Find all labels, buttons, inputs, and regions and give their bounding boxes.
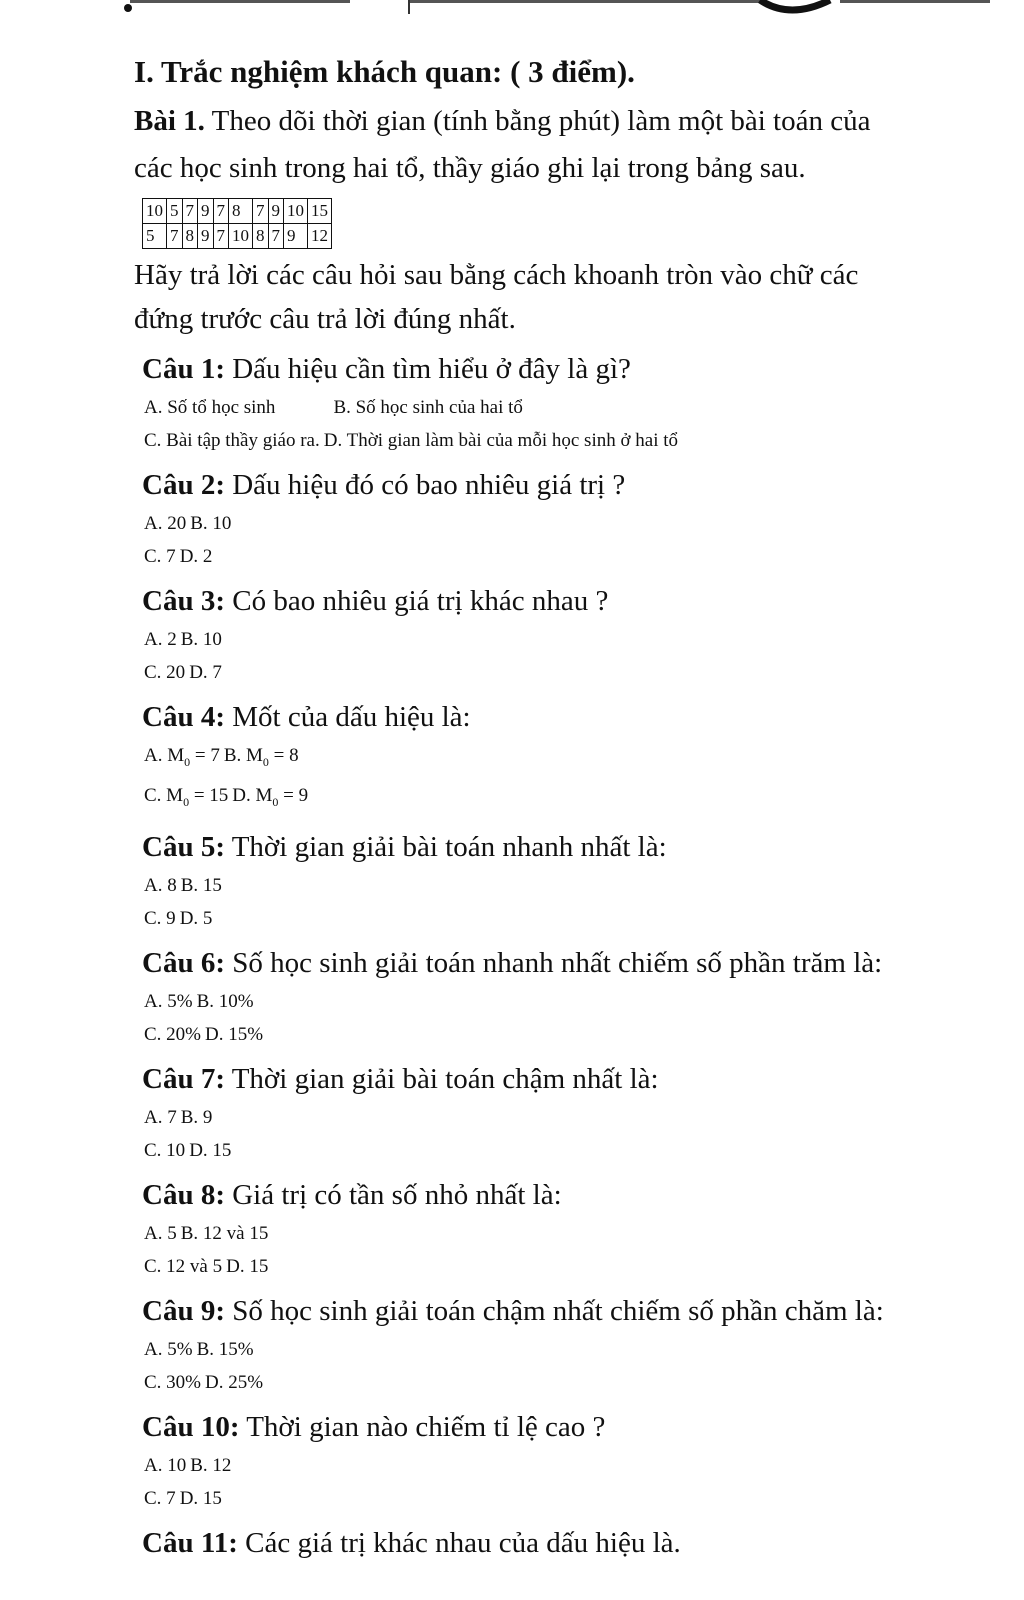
- question-label: Câu 7:: [142, 1062, 225, 1095]
- answer-option-c[interactable]: C. 30%: [144, 1371, 201, 1393]
- question-label: Câu 6:: [142, 946, 225, 979]
- data-table: [142, 198, 332, 249]
- question-1: [142, 349, 914, 389]
- option-row: [144, 1449, 914, 1482]
- option-row: [144, 869, 914, 902]
- table-cell: 7: [268, 224, 284, 249]
- table-cell: 5: [143, 224, 167, 249]
- option-row: [144, 540, 914, 573]
- answer-option-c[interactable]: C. 12 và 5: [144, 1255, 223, 1277]
- answer-option-d[interactable]: [232, 779, 308, 819]
- option-row: [144, 391, 914, 424]
- table-row: [143, 199, 332, 224]
- answer-option-d[interactable]: D. 15%: [205, 1023, 264, 1045]
- option-value: = 9: [278, 784, 309, 806]
- question-text: Thời gian nào chiếm tỉ lệ cao ?: [246, 1410, 606, 1443]
- table-cell: 7: [213, 199, 229, 224]
- answer-option-a[interactable]: A. 10: [144, 1454, 187, 1476]
- option-row: [144, 623, 914, 656]
- answer-options: [144, 623, 914, 689]
- answer-option-b[interactable]: B. 15%: [196, 1338, 254, 1360]
- answer-options: [144, 985, 914, 1051]
- answer-option-d[interactable]: D. 15: [226, 1255, 269, 1277]
- question-9: [142, 1291, 914, 1331]
- section-title: I. Trắc nghiệm khách quan: ( 3 điểm).: [134, 54, 635, 89]
- table-cell: 10: [229, 224, 253, 249]
- answer-option-a[interactable]: [144, 739, 220, 779]
- table-cell: 5: [167, 199, 183, 224]
- answer-option-b[interactable]: B. 9: [180, 1106, 213, 1128]
- answer-option-d[interactable]: D. 5: [179, 907, 213, 929]
- option-row: [144, 902, 914, 935]
- answer-option-d[interactable]: D. 2: [179, 546, 213, 567]
- answer-option-a[interactable]: A. 8: [144, 874, 177, 896]
- table-cell: 8: [229, 199, 253, 224]
- question-text: Mốt của dấu hiệu là:: [232, 701, 471, 733]
- question-7: [142, 1059, 914, 1099]
- option-prefix: D. M: [232, 784, 273, 806]
- question-label: Câu 8:: [142, 1178, 225, 1211]
- option-prefix: B. M: [223, 745, 263, 766]
- answer-option-a[interactable]: A. 2: [144, 629, 177, 650]
- answer-option-b[interactable]: [224, 739, 299, 779]
- answer-option-a[interactable]: A. 20: [144, 513, 187, 534]
- answer-option-c[interactable]: C. 20: [144, 662, 186, 683]
- answer-option-b[interactable]: B. Số học sinh của hai tổ: [333, 397, 523, 418]
- answer-option-a[interactable]: A. 5%: [144, 990, 193, 1012]
- answer-option-a[interactable]: A. Số tổ học sinh: [144, 397, 276, 418]
- answer-option-a[interactable]: A. 5%: [144, 1338, 193, 1360]
- question-text: Số học sinh giải toán chậm nhất chiếm số phần chăm là:: [232, 1294, 884, 1327]
- answer-option-b[interactable]: B. 15: [180, 874, 222, 896]
- option-row: [144, 739, 914, 779]
- option-value: = 8: [268, 745, 299, 766]
- option-row: [144, 779, 914, 819]
- answer-option-a[interactable]: A. 5: [144, 1222, 177, 1244]
- answer-option-c[interactable]: C. 7: [144, 546, 176, 567]
- table-cell: 9: [198, 224, 214, 249]
- question-label: Câu 3:: [142, 585, 225, 617]
- option-row: [144, 985, 914, 1018]
- exercise-text: Theo dõi thời gian (tính bằng phút) làm một bài toán của các học sinh trong hai tổ, thầy giáo ghi lại trong bảng sau.: [134, 105, 871, 184]
- option-row: [144, 507, 914, 540]
- exercise-intro: [134, 98, 914, 192]
- question-text: Giá trị có tần số nhỏ nhất là:: [232, 1178, 562, 1211]
- option-prefix: C. M: [144, 784, 184, 806]
- answer-option-c[interactable]: [144, 779, 228, 819]
- instruction: Hãy trả lời các câu hỏi sau bằng cách khoanh tròn vào chữ các đứng trước câu trả lời đúng nhất.: [134, 259, 859, 335]
- option-row: [144, 1217, 914, 1250]
- table-row: [143, 224, 332, 249]
- option-subscript: 0: [183, 794, 190, 809]
- answer-option-b[interactable]: B. 12: [190, 1454, 232, 1476]
- answer-option-b[interactable]: B. 10: [180, 629, 222, 650]
- option-row: [144, 656, 914, 689]
- answer-options: [144, 391, 914, 457]
- table-cell: 9: [268, 199, 284, 224]
- top-edge-artifact: [0, 0, 1024, 20]
- answer-option-d[interactable]: D. 7: [189, 662, 222, 683]
- question-list: [134, 349, 914, 1563]
- question-label: Câu 10:: [142, 1410, 240, 1443]
- answer-option-c[interactable]: C. 20%: [144, 1023, 201, 1045]
- answer-options: [144, 1217, 914, 1283]
- question-text: Dấu hiệu cần tìm hiểu ở đây là gì?: [232, 353, 631, 385]
- answer-options: [144, 1101, 914, 1167]
- table-cell: 8: [182, 224, 198, 249]
- question-text: Số học sinh giải toán nhanh nhất chiếm số phần trăm là:: [232, 946, 883, 979]
- table-cell: 9: [198, 199, 214, 224]
- question-label: Câu 1:: [142, 353, 225, 385]
- option-value: = 7: [190, 745, 220, 766]
- question-label: Câu 2:: [142, 469, 225, 501]
- answer-option-d[interactable]: D. Thời gian làm bài của mỗi học sinh ở hai tổ: [323, 430, 679, 451]
- option-row: [144, 1134, 914, 1167]
- option-subscript: 0: [272, 794, 279, 809]
- table-cell: 10: [284, 199, 308, 224]
- answer-option-c[interactable]: C. 7: [144, 1487, 176, 1509]
- answer-option-c[interactable]: C. 9: [144, 907, 176, 929]
- question-4: [142, 697, 914, 737]
- option-row: [144, 1482, 914, 1515]
- table-cell: 12: [308, 224, 332, 249]
- option-subscript: 0: [184, 754, 191, 769]
- table-cell: 7: [167, 224, 183, 249]
- question-5: [142, 827, 914, 867]
- table-cell: 9: [284, 224, 308, 249]
- question-3: [142, 581, 914, 621]
- question-8: [142, 1175, 914, 1215]
- question-label: Câu 5:: [142, 830, 225, 863]
- option-prefix: A. M: [144, 745, 185, 766]
- answer-options: [144, 869, 914, 935]
- option-value: = 15: [189, 784, 229, 806]
- answer-option-d[interactable]: D. 15: [179, 1487, 222, 1509]
- question-text: Có bao nhiêu giá trị khác nhau ?: [232, 585, 609, 617]
- question-11: [142, 1523, 914, 1563]
- option-row: [144, 1250, 914, 1283]
- table-cell: 7: [253, 199, 269, 224]
- option-row: [144, 1333, 914, 1366]
- answer-option-c[interactable]: C. 10: [144, 1139, 186, 1161]
- table-cell: 10: [143, 199, 167, 224]
- worksheet: [134, 52, 914, 1565]
- answer-options: [144, 1449, 914, 1515]
- option-row: [144, 1366, 914, 1399]
- exercise-label: Bài 1.: [134, 105, 205, 137]
- table-cell: 15: [308, 199, 332, 224]
- question-label: Câu 11:: [142, 1526, 238, 1559]
- answer-options: [144, 507, 914, 573]
- option-row: [144, 1018, 914, 1051]
- question-text: Thời gian giải bài toán chậm nhất là:: [231, 1062, 659, 1095]
- answer-options: [144, 739, 914, 819]
- answer-option-d[interactable]: D. 15: [189, 1139, 232, 1161]
- option-subscript: 0: [262, 754, 269, 769]
- table-cell: 7: [182, 199, 198, 224]
- question-text: Dấu hiệu đó có bao nhiêu giá trị ?: [232, 469, 626, 501]
- question-label: Câu 9:: [142, 1294, 225, 1327]
- answer-option-b[interactable]: B. 10%: [196, 990, 254, 1012]
- question-text: Thời gian giải bài toán nhanh nhất là:: [231, 830, 667, 863]
- option-row: [144, 424, 914, 457]
- question-2: [142, 465, 914, 505]
- answer-options: [144, 1333, 914, 1399]
- option-row: [144, 1101, 914, 1134]
- question-6: [142, 943, 914, 983]
- table-cell: 7: [213, 224, 229, 249]
- answer-option-a[interactable]: A. 7: [144, 1106, 177, 1128]
- table-cell: 8: [253, 224, 269, 249]
- answer-option-c[interactable]: C. Bài tập thầy giáo ra.: [144, 430, 320, 451]
- answer-option-b[interactable]: B. 10: [190, 513, 232, 534]
- answer-option-b[interactable]: B. 12 và 15: [180, 1222, 269, 1244]
- question-text: Các giá trị khác nhau của dấu hiệu là.: [245, 1526, 681, 1559]
- answer-option-d[interactable]: D. 25%: [205, 1371, 264, 1393]
- question-label: Câu 4:: [142, 701, 225, 733]
- question-10: [142, 1407, 914, 1447]
